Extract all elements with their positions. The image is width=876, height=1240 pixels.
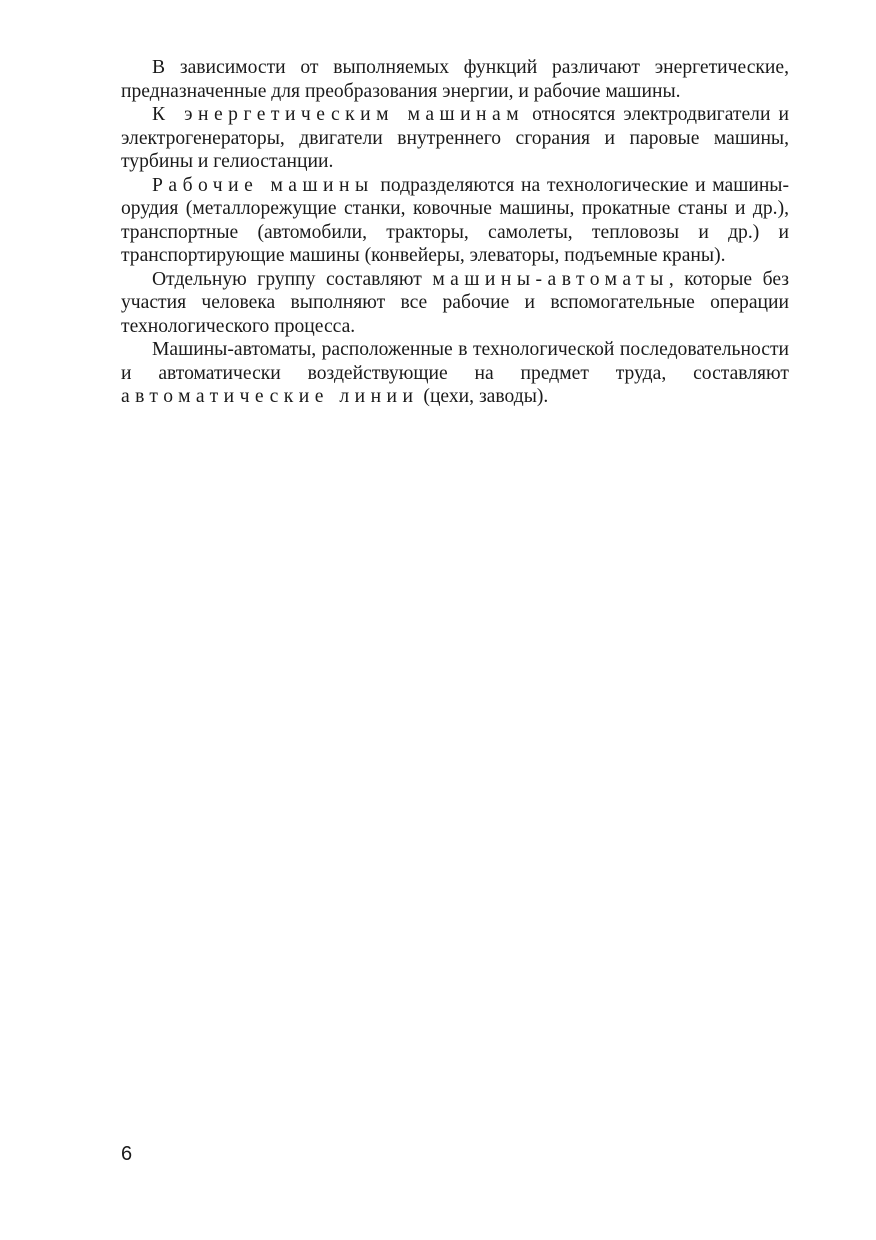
paragraph-machine-classification [121,56,789,103]
paragraph-energy-machines [121,103,789,174]
paragraph-text: В зависимости от выполняемых функций различают энергетические, предназначенные для преобразования энергии, и рабочие машины. [121,57,789,102]
paragraph-text-before: Машины-автоматы, расположенные в технологической последовательности и автоматически воздействующие на предмет труда, составляют [121,339,789,384]
paragraph-text-after: , которые без участия человека выполняют все рабочие и вспомогательные операции технологического процесса. [121,268,789,337]
paragraph-working-machines [121,174,789,268]
paragraph-text-before: Отдельную группу составляют [152,268,433,290]
spaced-term-energy-machines: К энергетическим машинам [152,104,525,125]
paragraph-text: относятся электродвигатели и электрогенераторы, двигатели внутреннего сгорания и паровые машины, турбины и гелиостанции. [121,104,789,172]
paragraph-text-after: (цехи, заводы). [418,386,549,407]
page-number: 6 [121,1143,133,1165]
paragraph-automatic-lines [121,338,789,409]
page-body [121,56,789,409]
spaced-term-working-machines: Рабочие машины [152,174,374,196]
paragraph-automatic-machines [121,268,789,339]
paragraph-text: подразделяются на технологические и машины-орудия (металлорежущие станки, ковочные машины, прокатные станы и др.), транспортные (автомобили, тракторы, самолеты, тепловозы и др.) и транспортирующие машины (конвейеры, элеваторы, подъемные краны). [121,174,790,266]
spaced-term-automatic-machines: машины-автоматы [432,268,669,290]
spaced-term-automatic-lines: автоматические линии [121,386,419,407]
